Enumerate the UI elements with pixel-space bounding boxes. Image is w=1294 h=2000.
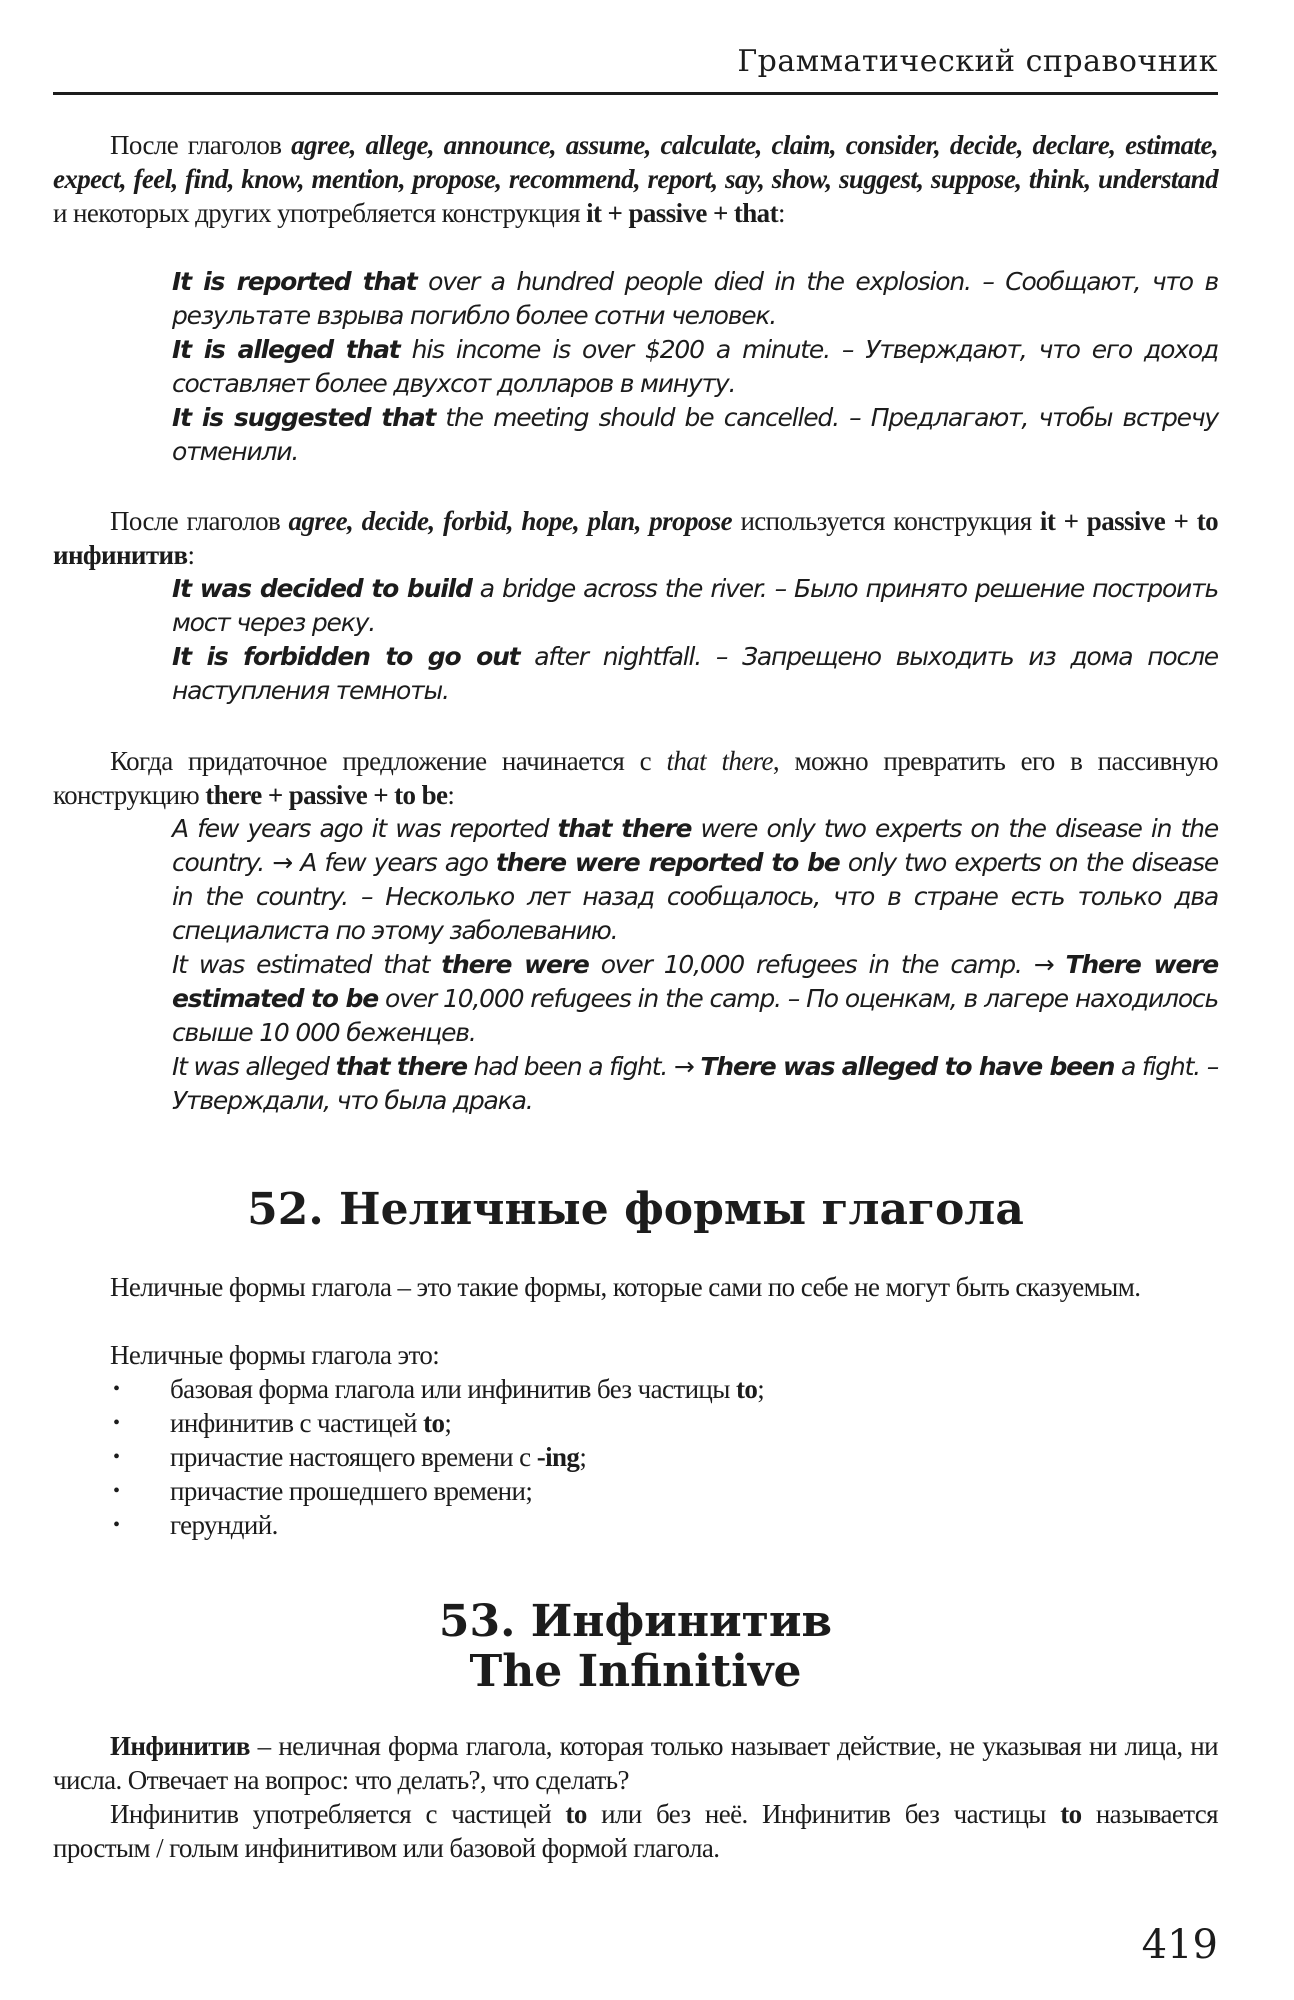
- emphasis-text: It is suggested that: [172, 403, 436, 432]
- list-item-text: [170, 1508, 278, 1542]
- text-run: Инфинитив употребляется с частицей: [110, 1799, 566, 1829]
- text-run: a bridge across the river. – Было принято решение построить мост через реку.: [172, 574, 1218, 637]
- text-run: После глаголов: [110, 130, 292, 160]
- text-run: over 10,000 refugees in the camp. – По оценкам, в лагере находилось свыше 10 000 беженцев.: [172, 984, 1218, 1047]
- section-title-53: [53, 1597, 1218, 1697]
- text-run: a fight. – Утверждали, что была драка.: [172, 1052, 1218, 1115]
- paragraph-infinitive-usage: [53, 1797, 1218, 1865]
- text-run: герундий.: [170, 1510, 278, 1540]
- text-run: ;: [579, 1442, 587, 1472]
- emphasis-text: Инфинитив: [110, 1731, 250, 1761]
- list-item: [53, 1474, 1218, 1508]
- paragraph-infinitive-definition: [53, 1729, 1218, 1797]
- examples-it-passive-that: [172, 265, 1218, 469]
- emphasis-text: to: [565, 1799, 587, 1829]
- italic-text: that there: [666, 746, 773, 776]
- paragraph-nonfinite-definition: [53, 1270, 1218, 1304]
- emphasis-text: There were estimated to be: [172, 950, 1218, 1013]
- emphasis-text: It is forbidden to go out: [172, 642, 520, 671]
- header-rule: [53, 92, 1218, 95]
- bullet-icon: •: [113, 1378, 120, 1400]
- text-run: A few years ago it was reported: [172, 814, 558, 843]
- emphasis-text: There was alleged to have been: [700, 1052, 1115, 1081]
- list-item-text: [170, 1406, 451, 1440]
- emphasis-text: it + passive + that: [586, 198, 778, 228]
- bullet-icon: •: [113, 1514, 120, 1536]
- list-item-text: [170, 1372, 764, 1406]
- text-run: Неличные формы глагола это:: [110, 1340, 440, 1370]
- text-run: – неличная форма глагола, которая только называет действие, не указывая ни лица, ни числа. Отвечает на вопрос: что делать?, что сделать?: [53, 1731, 1218, 1795]
- text-run: :: [447, 780, 455, 810]
- emphasis-text: to: [423, 1408, 445, 1438]
- text-run: или без неё. Инфинитив без частицы: [586, 1799, 1061, 1829]
- emphasis-text: there were: [441, 950, 589, 979]
- text-run: причастие прошедшего времени;: [170, 1476, 533, 1506]
- list-item: [53, 1508, 1218, 1542]
- text-run: were only two experts on the disease in the country. → A few years ago: [172, 814, 1218, 877]
- text-run: базовая форма глагола или инфинитив без частицы: [170, 1374, 736, 1404]
- bullet-icon: •: [113, 1480, 120, 1502]
- bullet-icon: •: [113, 1412, 120, 1434]
- emphasis-text: there were reported to be: [495, 848, 840, 877]
- section-title-52: [53, 1185, 1218, 1235]
- emphasis-text: that there: [335, 1052, 467, 1081]
- text-run: Неличные формы глагола – это такие формы, которые сами по себе не могут быть сказуемым.: [110, 1272, 1141, 1302]
- bullet-icon: •: [113, 1446, 120, 1468]
- text-run: It was alleged: [172, 1052, 336, 1081]
- nonfinite-forms-list: [53, 1372, 1218, 1542]
- text-run: only two experts on the disease in the country. – Несколько лет назад сообщалось, что в стране есть только два специалиста по этому заболеванию.: [172, 848, 1218, 945]
- emphasis-text: agree, allege, announce, assume, calculate, claim, consider, decide, declare, estimate, expect, feel, find, know, mention, propose, recommend, report, say, show, suggest, suppose, think, understand: [53, 130, 1218, 194]
- text-run: ;: [757, 1374, 765, 1404]
- running-head: Грамматический справочник: [737, 44, 1218, 79]
- emphasis-text: -ing: [536, 1442, 580, 1472]
- list-item: [53, 1406, 1218, 1440]
- section-title-line: 53. Инфинитив: [438, 1596, 833, 1647]
- text-run: инфинитив с частицей: [170, 1408, 424, 1438]
- examples-it-passive-to: [172, 572, 1218, 708]
- text-run: his income is over $200 a minute. – Утверждают, что его доход составляет более двухсот долларов в минуту.: [172, 335, 1218, 398]
- section-title-line: 52. Неличные формы глагола: [247, 1184, 1024, 1235]
- text-run: После глаголов: [110, 506, 289, 536]
- paragraph-nonfinite-list-intro: [53, 1338, 1218, 1372]
- paragraph-it-passive-that: [53, 128, 1218, 230]
- text-run: называется простым / голым инфинитивом или базовой формой глагола.: [53, 1799, 1218, 1863]
- section-title-line: The Infinitive: [469, 1646, 802, 1697]
- text-run: и некоторых других употребляется конструкция: [53, 198, 587, 228]
- list-item-text: [170, 1440, 586, 1474]
- emphasis-text: to: [1060, 1799, 1082, 1829]
- text-run: had been a fight. →: [466, 1052, 701, 1081]
- emphasis-text: It is alleged that: [172, 335, 400, 364]
- text-run: Когда придаточное предложение начинается с: [110, 746, 667, 776]
- list-item: [53, 1372, 1218, 1406]
- text-run: after nightfall. – Запрещено выходить из дома после наступления темноты.: [172, 642, 1218, 705]
- text-run: причастие настоящего времени с: [170, 1442, 537, 1472]
- emphasis-text: It is reported that: [172, 267, 417, 296]
- text-run: :: [777, 198, 785, 228]
- text-run: :: [187, 540, 195, 570]
- text-run: over 10,000 refugees in the camp. →: [588, 950, 1066, 979]
- emphasis-text: to: [735, 1374, 758, 1404]
- text-run: It was estimated that: [172, 950, 442, 979]
- emphasis-text: it + passive + to инфинитив: [53, 506, 1218, 570]
- paragraph-it-passive-to: [53, 504, 1218, 572]
- examples-there-passive: [172, 812, 1218, 1118]
- list-item: [53, 1440, 1218, 1474]
- page-number: 419: [1141, 1922, 1218, 1968]
- text-run: the meeting should be cancelled. – Предлагают, чтобы встречу отменили.: [172, 403, 1218, 466]
- emphasis-text: that there: [557, 814, 692, 843]
- paragraph-there-passive: [53, 744, 1218, 812]
- text-run: ;: [444, 1408, 452, 1438]
- list-item-text: [170, 1474, 532, 1508]
- text-run: , можно превратить его в пассивную конструкцию: [53, 746, 1218, 810]
- emphasis-text: there + passive + to be: [205, 780, 448, 810]
- text-run: используется конструкция: [732, 506, 1040, 536]
- emphasis-text: It was decided to build: [172, 574, 472, 603]
- text-run: over a hundred people died in the explosion. – Сообщают, что в результате взрыва погибло более сотни человек.: [172, 267, 1218, 330]
- emphasis-text: agree, decide, forbid, hope, plan, propose: [288, 506, 733, 536]
